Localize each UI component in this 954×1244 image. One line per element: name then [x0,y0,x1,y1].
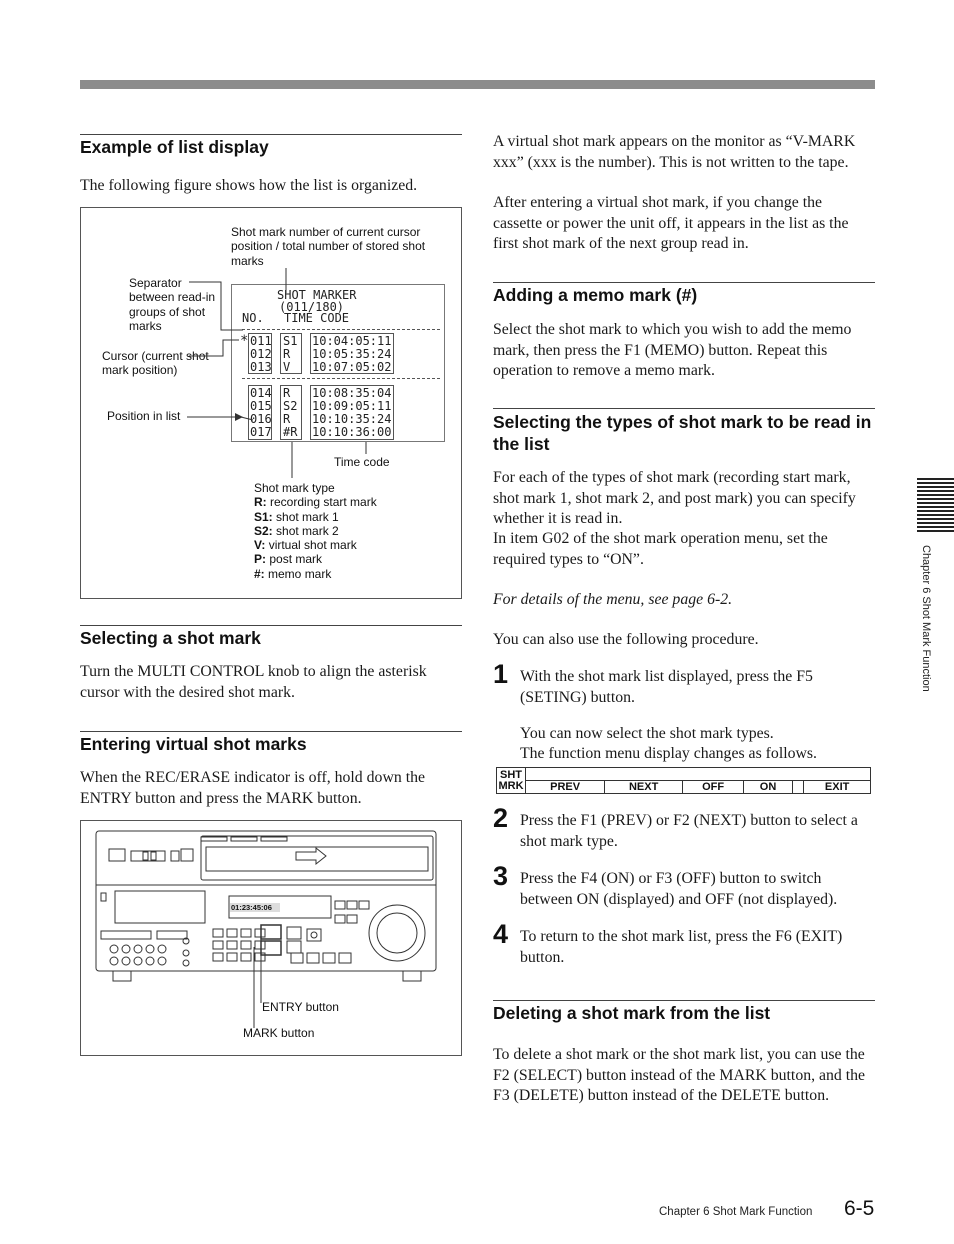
legend-item: V: virtual shot mark [254,538,357,553]
selecting-text: Turn the MULTI CONTROL knob to align the asterisk cursor with the desired shot mark. [80,663,427,701]
heading-deleting: Deleting a shot mark from the list [493,1003,771,1023]
fkey-f3: OFF [683,781,744,794]
row-type: R [283,386,291,400]
screen-counter: (011/180) [279,300,345,314]
row-no: 013 [250,360,272,374]
row-no: 015 [250,399,272,413]
chapter-thumb-tab [917,478,954,534]
cursor-asterisk: * [240,333,249,349]
step-text: Press the F4 (ON) or F3 (OFF) button to switch between ON (displayed) and OFF (not displayed). [520,870,838,908]
step-text: Press the F1 (PREV) or F2 (NEXT) button to select a shot mark type. [520,812,858,850]
side-chapter-label: Chapter 6 Shot Mark Function [920,545,932,692]
vtr-front-panel-illustration [81,821,461,1055]
memo-text: Select the shot mark to which you wish to add the memo mark, then press the F1 (MEMO) button. Repeat this operation to remove a memo mark. [493,321,852,379]
fkey-f6: EXIT [804,781,871,794]
row-timecode: 10:05:35:24 [312,347,392,361]
row-no: 014 [250,386,272,400]
row-type: V [283,360,291,374]
section-rule [80,134,462,135]
vtr-panel-figure [80,820,462,1056]
row-type: S2 [283,399,298,413]
col-no: NO. [242,311,264,325]
heading-example: Example of list display [80,137,269,157]
screen-title: SHOT MARKER [277,288,357,302]
display-timecode: 01:23:45:06 [231,903,272,912]
row-no: 017 [250,425,272,439]
list-display-figure [80,207,462,599]
fkey-f2: NEXT [605,781,683,794]
row-type: R [283,412,291,426]
fkey-f4: ON [744,781,793,794]
menu-reference: For details of the menu, see page 6-2. [493,591,733,608]
virtual-text: When the REC/ERASE indicator is off, hold down the ENTRY button and press the MARK button. [80,769,426,807]
row-type: #R [283,425,298,439]
heading-selecting: Selecting a shot mark [80,628,261,648]
legend-item: #: memo mark [254,566,332,581]
step-number: 3 [493,861,509,891]
step-number: 2 [493,803,509,833]
row-type: R [283,347,291,361]
types-para-1: For each of the types of shot mark (recording start mark, shot mark 1, shot mark 2, and post mark) you can specify whether it is read in. [493,469,856,527]
procedure-intro: You can also use the following procedure. [493,631,759,648]
virtual-para-2: After entering a virtual shot mark, if you change the cassette or power the unit off, it appears in the list as the first shot mark of the next group read in. [493,194,849,252]
step-number: 1 [493,659,509,689]
heading-types: Selecting the types of shot mark to be read in the list [493,412,872,454]
page-number: 6-5 [844,1197,875,1220]
footer-chapter: Chapter 6 Shot Mark Function [659,1206,813,1218]
row-type: S1 [283,334,298,348]
entry-button-label: ENTRY button [262,1000,339,1014]
row-no: 016 [250,412,272,426]
legend-title: Shot mark type [254,481,335,495]
fkey-f1: PREV [526,781,605,794]
callout-count: Shot mark number of current cursor position / total number of stored shot marks [231,225,426,268]
step-text: To return to the shot mark list, press the F6 (EXIT) button. [520,928,843,966]
heading-virtual: Entering virtual shot marks [80,734,307,754]
menu-label: SHT MRK [498,768,524,792]
legend-item: P: post mark [254,552,323,567]
section-rule [493,1000,875,1001]
callout-position: Position in list [107,409,181,423]
col-timecode: TIME CODE [284,311,350,325]
callout-timecode: Time code [334,455,390,469]
callout-separator: Separator between read-in groups of shot marks [129,276,216,333]
section-rule [80,731,462,732]
header-bar [80,80,875,89]
step-subtext: The function menu display changes as follows. [520,745,818,762]
step-text: With the shot mark list displayed, press the F5 (SETING) button. [520,668,813,706]
step-subtext: You can now select the shot mark types. [520,725,774,742]
callout-cursor: Cursor (current shot mark position) [102,349,209,378]
types-para-2: In item G02 of the shot mark operation menu, set the required types to “ON”. [493,530,828,568]
section-rule [493,282,875,283]
section-rule [493,408,875,409]
row-timecode: 10:04:05:11 [312,334,392,348]
legend-item: S2: shot mark 2 [254,523,339,538]
heading-memo: Adding a memo mark (#) [493,285,698,305]
section-rule [80,625,462,626]
row-no: 011 [250,334,272,348]
row-timecode: 10:07:05:02 [312,360,392,374]
row-timecode: 10:10:35:24 [312,412,392,426]
legend-item: R: recording start mark [254,495,377,510]
virtual-para-1: A virtual shot mark appears on the monitor as “V-MARK xxx” (xxx is the number). This is not written to the tape. [493,133,856,171]
deleting-text: To delete a shot mark or the shot mark list, you can use the F2 (SELECT) button instead of the MARK button, and the F3 (DELETE) button instead of the DELETE button. [493,1046,866,1104]
mark-button-label: MARK button [243,1026,315,1040]
row-timecode: 10:09:05:11 [312,399,392,413]
row-timecode: 10:08:35:04 [312,386,392,400]
function-menu-display [496,767,871,794]
fkey-f5 [792,781,803,794]
step-number: 4 [493,919,509,949]
row-timecode: 10:10:36:00 [312,425,392,439]
legend-item: S1: shot mark 1 [254,509,339,524]
leader-lines [81,208,461,598]
row-no: 012 [250,347,272,361]
example-intro: The following figure shows how the list is organized. [80,177,418,194]
